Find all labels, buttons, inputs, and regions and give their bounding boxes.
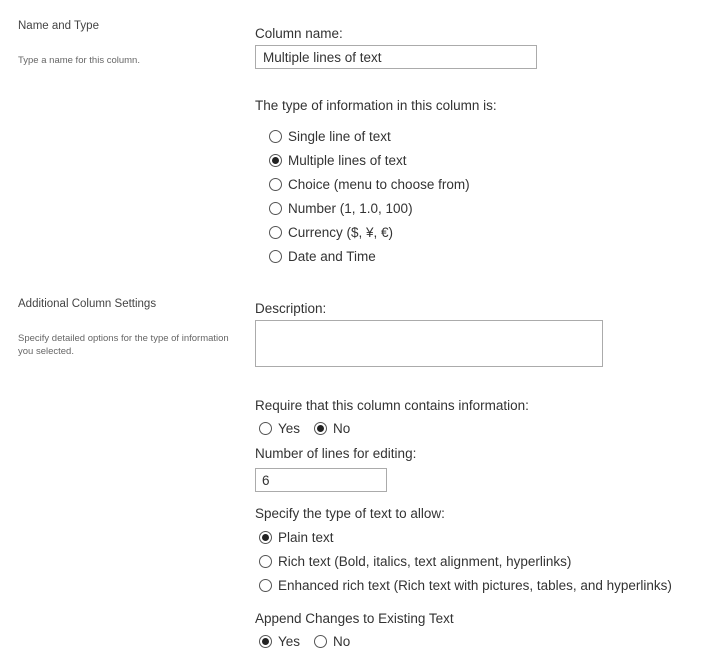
type-option-label: Multiple lines of text bbox=[288, 152, 407, 168]
text-type-label: Plain text bbox=[278, 529, 334, 545]
radio-selected-icon bbox=[259, 635, 272, 648]
append-radio-group bbox=[259, 631, 364, 651]
lines-label: Number of lines for editing: bbox=[255, 446, 417, 461]
radio-icon bbox=[314, 635, 327, 648]
name-and-type-description: Type a name for this column. bbox=[18, 55, 140, 66]
description-textarea[interactable] bbox=[255, 320, 603, 367]
radio-selected-icon bbox=[314, 422, 327, 435]
column-type-radio-group bbox=[269, 124, 470, 268]
radio-icon bbox=[259, 555, 272, 568]
type-option-currency[interactable] bbox=[269, 220, 470, 244]
radio-icon bbox=[269, 202, 282, 215]
type-option-date-time[interactable] bbox=[269, 244, 470, 268]
text-type-enhanced-option[interactable] bbox=[259, 573, 672, 597]
radio-icon bbox=[269, 130, 282, 143]
text-type-label: Specify the type of text to allow: bbox=[255, 506, 445, 521]
type-option-multiple-lines[interactable] bbox=[269, 148, 470, 172]
radio-icon bbox=[259, 422, 272, 435]
radio-icon bbox=[269, 178, 282, 191]
append-yes-label: Yes bbox=[278, 633, 301, 649]
additional-settings-description: Specify detailed options for the type of information you selected. bbox=[18, 333, 229, 357]
additional-settings-title: Additional Column Settings bbox=[18, 298, 157, 310]
text-type-label: Rich text (Bold, italics, text alignment, hyperlinks) bbox=[278, 553, 572, 569]
type-option-label: Single line of text bbox=[288, 128, 391, 144]
type-option-choice[interactable] bbox=[269, 172, 470, 196]
require-label: Require that this column contains information: bbox=[255, 398, 529, 413]
type-option-label: Choice (menu to choose from) bbox=[288, 176, 470, 192]
type-label: The type of information in this column is: bbox=[255, 98, 497, 113]
text-type-rich-option[interactable] bbox=[259, 549, 672, 573]
require-no-option[interactable] bbox=[314, 421, 350, 436]
lines-for-editing-input[interactable] bbox=[255, 468, 387, 492]
type-option-label: Currency ($, ¥, €) bbox=[288, 224, 394, 240]
radio-icon bbox=[259, 579, 272, 592]
append-no-option[interactable] bbox=[314, 634, 350, 649]
text-type-label: Enhanced rich text (Rich text with pictures, tables, and hyperlinks) bbox=[278, 577, 672, 593]
type-option-number[interactable] bbox=[269, 196, 470, 220]
radio-icon bbox=[269, 226, 282, 239]
description-label: Description: bbox=[255, 301, 327, 316]
require-radio-group bbox=[259, 418, 364, 438]
name-and-type-title: Name and Type bbox=[18, 20, 99, 32]
radio-icon bbox=[269, 250, 282, 263]
column-name-label: Column name: bbox=[255, 26, 343, 41]
radio-selected-icon bbox=[269, 154, 282, 167]
text-type-plain-option[interactable] bbox=[259, 525, 672, 549]
radio-selected-icon bbox=[259, 531, 272, 544]
require-yes-option[interactable] bbox=[259, 421, 300, 436]
type-option-label: Number (1, 1.0, 100) bbox=[288, 200, 413, 216]
column-name-input[interactable] bbox=[255, 45, 537, 69]
append-no-label: No bbox=[333, 633, 351, 649]
type-option-label: Date and Time bbox=[288, 248, 376, 264]
require-no-label: No bbox=[333, 420, 351, 436]
require-yes-label: Yes bbox=[278, 420, 301, 436]
append-label: Append Changes to Existing Text bbox=[255, 611, 454, 626]
text-type-radio-group bbox=[259, 525, 672, 597]
type-option-single-line[interactable] bbox=[269, 124, 470, 148]
append-yes-option[interactable] bbox=[259, 634, 300, 649]
